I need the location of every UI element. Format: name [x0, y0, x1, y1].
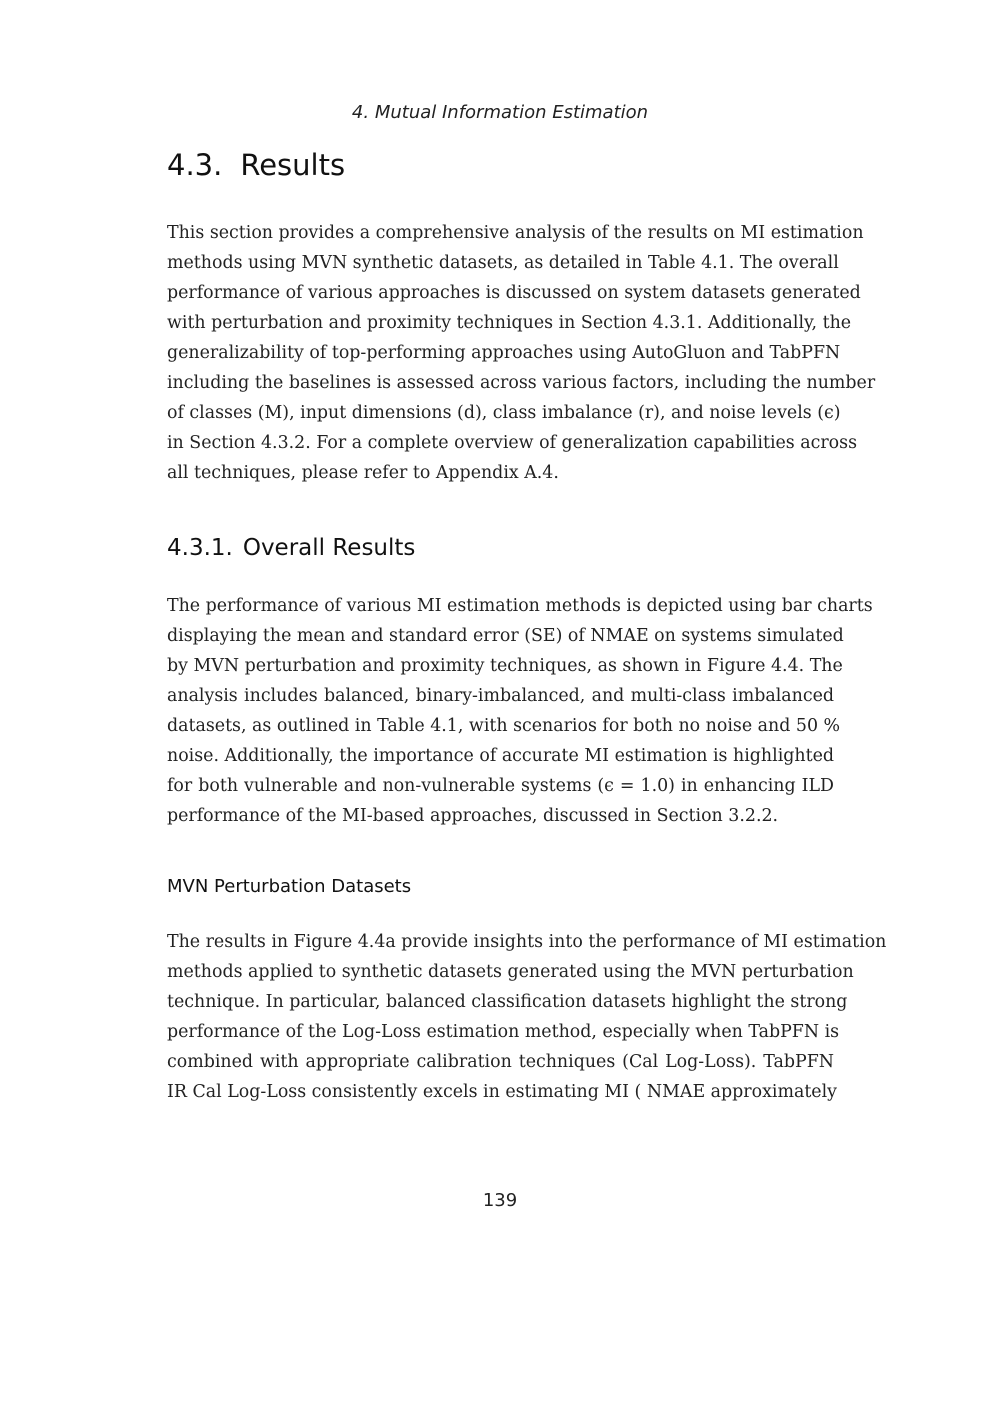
text-line: including the baselines is assessed across various factors, including the number	[167, 373, 876, 393]
text-line: performance of various approaches is discussed on system datasets generated	[167, 283, 861, 303]
page-number: 139	[482, 1190, 518, 1211]
text-line: noise. Additionally, the importance of accurate MI estimation is highlighted	[167, 746, 834, 766]
paragraph-overall-results	[167, 591, 873, 831]
text-line: all techniques, please refer to Appendix A.4.	[167, 463, 559, 483]
text-line: analysis includes balanced, binary-imbalanced, and multi-class imbalanced	[167, 686, 834, 706]
text-line: in Section 4.3.2. For a complete overview of generalization capabilities across	[167, 433, 857, 453]
subsection-title-text: Overall Results	[242, 535, 416, 561]
subsection-number: 4.3.1.	[167, 535, 233, 561]
text-line: displaying the mean and standard error (SE) of NMAE on systems simulated	[167, 626, 844, 646]
text-line: methods using MVN synthetic datasets, as detailed in Table 4.1. The overall	[167, 253, 839, 273]
text-line: of classes (M), input dimensions (d), class imbalance (r), and noise levels (ϵ)	[167, 403, 841, 423]
paragraph-intro	[167, 218, 876, 488]
text-line: performance of the MI-based approaches, discussed in Section 3.2.2.	[167, 806, 779, 826]
text-line: The performance of various MI estimation methods is depicted using bar charts	[167, 596, 873, 616]
text-line: The results in Figure 4.4a provide insights into the performance of MI estimation	[167, 932, 887, 952]
paragraph-mvn-perturbation	[167, 927, 887, 1107]
text-line: generalizability of top-performing approaches using AutoGluon and TabPFN	[167, 343, 841, 363]
section-title	[167, 148, 345, 182]
running-head: 4. Mutual Information Estimation	[351, 102, 649, 123]
text-line: with perturbation and proximity techniques in Section 4.3.1. Additionally, the	[167, 313, 852, 333]
text-line: technique. In particular, balanced classification datasets highlight the strong	[167, 992, 848, 1012]
subsection-title	[167, 535, 415, 561]
text-line: by MVN perturbation and proximity techniques, as shown in Figure 4.4. The	[167, 656, 843, 676]
section-number: 4.3.	[167, 148, 223, 182]
text-line: IR Cal Log-Loss consistently excels in estimating MI ( NMAE approximately	[167, 1082, 837, 1102]
text-line: methods applied to synthetic datasets generated using the MVN perturbation	[167, 962, 854, 982]
text-line: This section provides a comprehensive analysis of the results on MI estimation	[167, 223, 864, 243]
text-line: for both vulnerable and non-vulnerable systems (ϵ = 1.0) in enhancing ILD	[167, 776, 834, 796]
section-title-text: Results	[240, 148, 346, 182]
text-line: datasets, as outlined in Table 4.1, with scenarios for both no noise and 50 %	[167, 716, 841, 736]
text-line: performance of the Log-Loss estimation method, especially when TabPFN is	[167, 1022, 840, 1042]
paragraph-heading: MVN Perturbation Datasets	[167, 876, 412, 897]
text-line: combined with appropriate calibration techniques (Cal Log-Loss). TabPFN	[167, 1052, 834, 1072]
